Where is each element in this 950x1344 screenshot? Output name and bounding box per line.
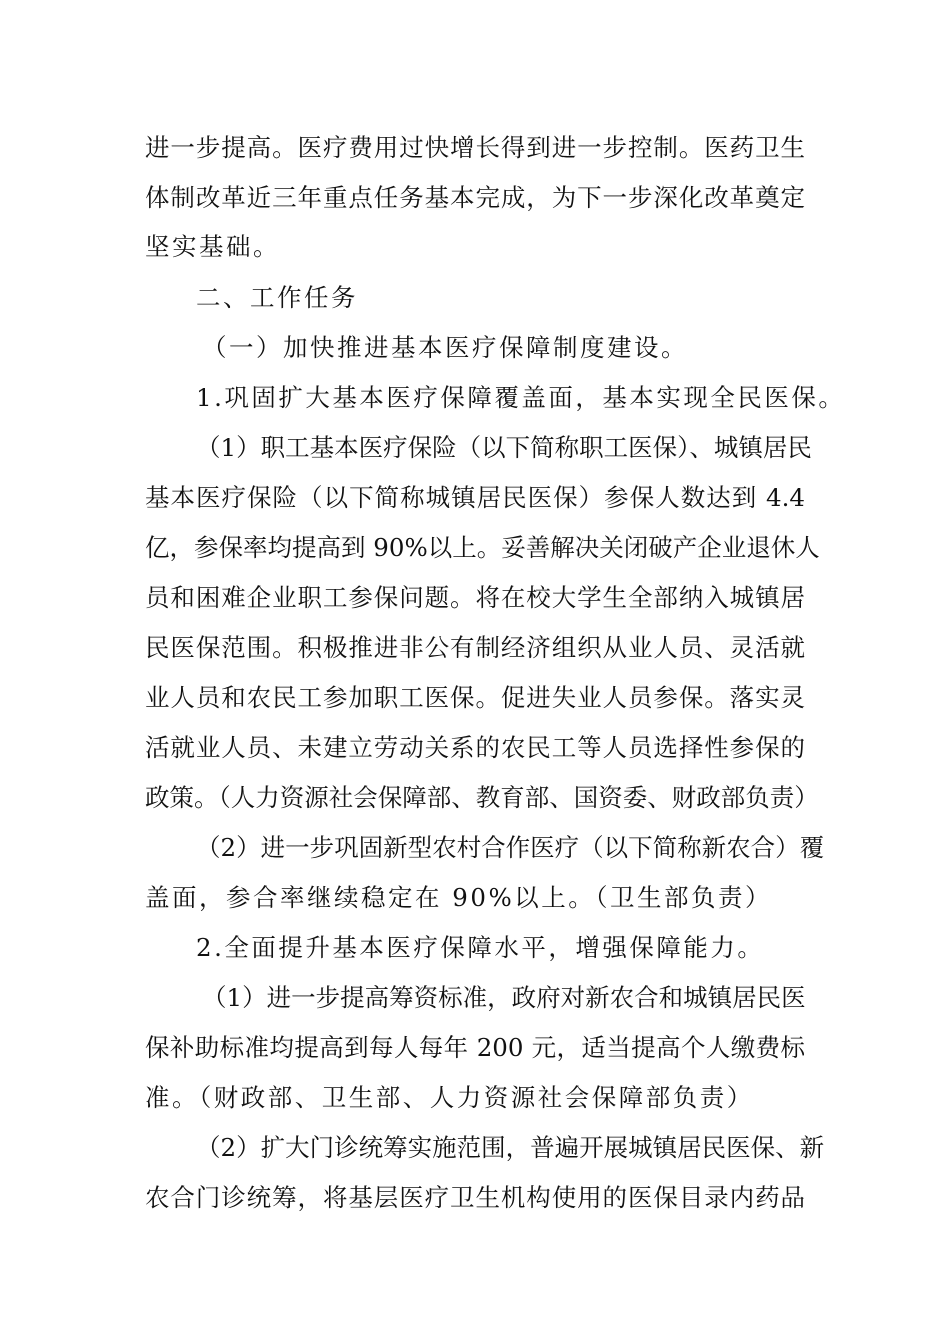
body-line: 保补助标准均提高到每人每年 200 元，适当提高个人缴费标 — [145, 1033, 805, 1062]
body-line: 进一步提高。医疗费用过快增长得到进一步控制。医药卫生 — [145, 133, 805, 162]
body-line: 业人员和农民工参加职工医保。促进失业人员参保。落实灵 — [145, 683, 805, 712]
body-line: 基本医疗保险（以下简称城镇居民医保）参保人数达到 4.4 — [145, 483, 805, 512]
body-line: 民医保范围。积极推进非公有制经济组织从业人员、灵活就 — [145, 633, 805, 662]
subsection-heading: （一）加快推进基本医疗保障制度建设。 — [202, 333, 688, 362]
section-heading: 二、工作任务 — [196, 283, 358, 312]
body-line: （1）进一步提高筹资标准，政府对新农合和城镇居民医 — [202, 983, 806, 1012]
body-line: 盖面，参合率继续稳定在 90%以上。（卫生部负责） — [145, 883, 772, 912]
body-line: 政策。（人力资源社会保障部、教育部、国资委、财政部负责） — [145, 783, 819, 812]
body-line: 活就业人员、未建立劳动关系的农民工等人员选择性参保的 — [145, 733, 805, 762]
body-line: 员和困难企业职工参保问题。将在校大学生全部纳入城镇居 — [145, 583, 805, 612]
body-line: 农合门诊统筹，将基层医疗卫生机构使用的医保目录内药品 — [145, 1183, 805, 1212]
body-line: 体制改革近三年重点任务基本完成，为下一步深化改革奠定 — [145, 183, 805, 212]
body-line: （2）进一步巩固新型农村合作医疗（以下简称新农合）覆 — [196, 833, 825, 862]
item-heading: 2.全面提升基本医疗保障水平，增强保障能力。 — [196, 933, 765, 962]
body-line: （1）职工基本医疗保险（以下简称职工医保）、城镇居民 — [196, 433, 812, 462]
body-line: （2）扩大门诊统筹实施范围，普遍开展城镇居民医保、新 — [196, 1133, 825, 1162]
body-line: 准。（财政部、卫生部、人力资源社会保障部负责） — [145, 1083, 754, 1112]
body-line: 亿，参保率均提高到 90%以上。妥善解决关闭破产企业退休人 — [145, 533, 820, 562]
item-heading: 1.巩固扩大基本医疗保障覆盖面，基本实现全民医保。 — [196, 383, 846, 412]
body-line: 坚实基础。 — [145, 232, 280, 261]
